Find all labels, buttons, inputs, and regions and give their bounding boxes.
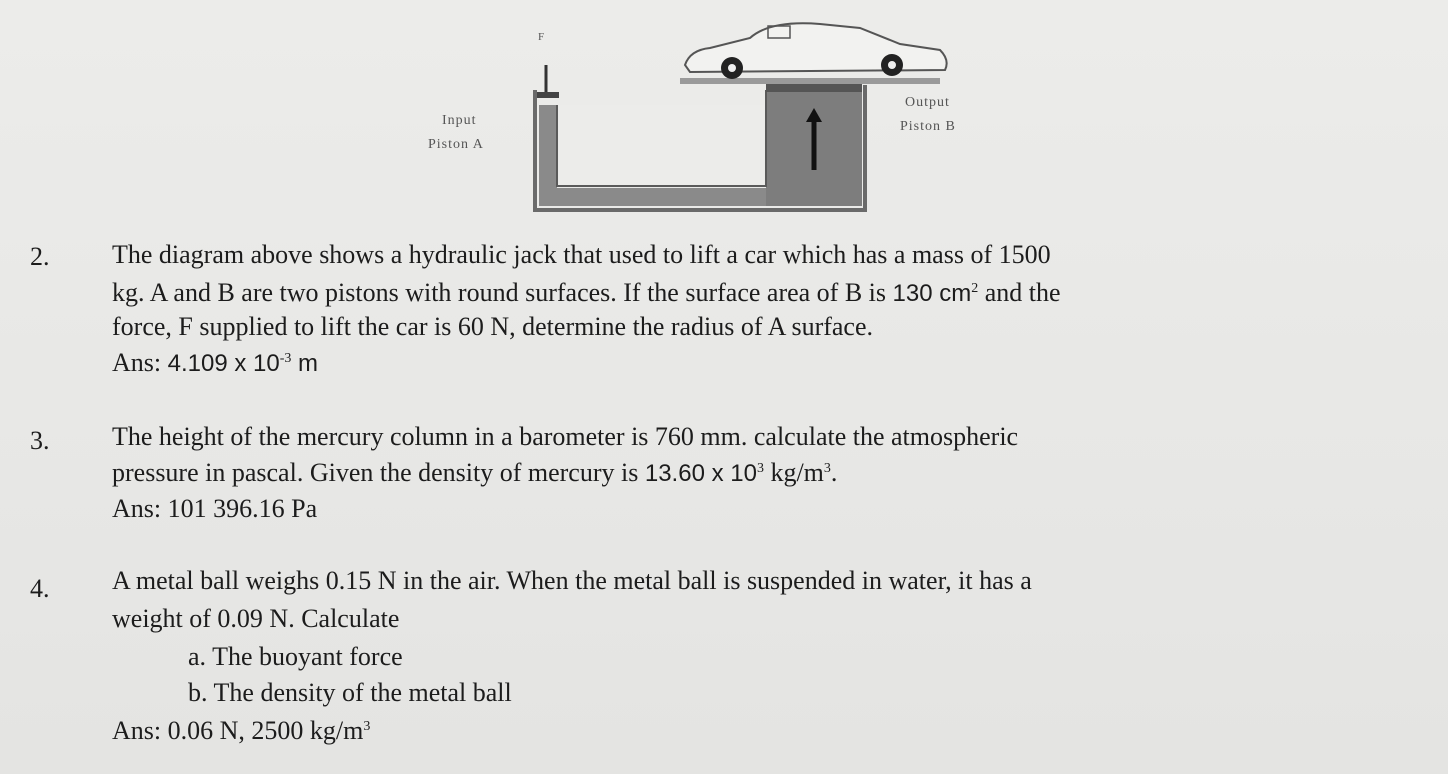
- input-label-line1: Input: [442, 113, 477, 128]
- answer-line: Ans: 0.06 N, 2500 $kg/m^3$: [112, 716, 371, 745]
- answer-line: Ans: 4.109 x $10^{-3}$ m: [112, 348, 319, 377]
- question-line: weight of 0.09 N. Calculate: [112, 604, 400, 633]
- question-line: pressure in pascal. Given the density of mercury is 13.60 x $10^3$ $kg/m^3$.: [112, 458, 838, 487]
- question-line: The diagram above shows a hydraulic jack that used to lift a car which has a mass of 1500: [112, 240, 1051, 269]
- hydraulic-jack-figure: [410, 10, 1010, 220]
- question-number: 4.: [30, 574, 50, 603]
- output-piston-b: [766, 84, 862, 92]
- force-label: F: [538, 31, 546, 43]
- area-value: 130 cm: [892, 280, 972, 307]
- vessel-inner-gap: [559, 105, 764, 186]
- sub-question-b: b. The density of the metal ball: [188, 678, 512, 707]
- hydraulic-jack-diagram: [410, 10, 1010, 220]
- question-line: A metal ball weighs 0.15 N in the air. When the metal ball is suspended in water, it has a: [112, 566, 1032, 595]
- answer-line: Ans: 101 396.16 Pa: [112, 494, 318, 523]
- question-line: force, F supplied to lift the car is 60 N, determine the radius of A surface.: [112, 312, 874, 341]
- output-platform: [680, 78, 940, 84]
- output-label-line1: Output: [905, 95, 950, 110]
- question-line: kg. A and B are two pistons with round surfaces. If the surface area of B is 130 $cm^2$ and the: [112, 278, 1061, 307]
- output-label-line2: Piston B: [900, 119, 956, 134]
- sub-question-a: a. The buoyant force: [188, 642, 403, 671]
- input-label-line2: Piston A: [428, 137, 484, 152]
- question-number: 2.: [30, 242, 50, 271]
- fluid-base: [539, 188, 769, 206]
- question-line: The height of the mercury column in a barometer is 760 mm. calculate the atmospheric: [112, 422, 1019, 451]
- question-number: 3.: [30, 426, 50, 455]
- input-piston-a: [537, 92, 559, 98]
